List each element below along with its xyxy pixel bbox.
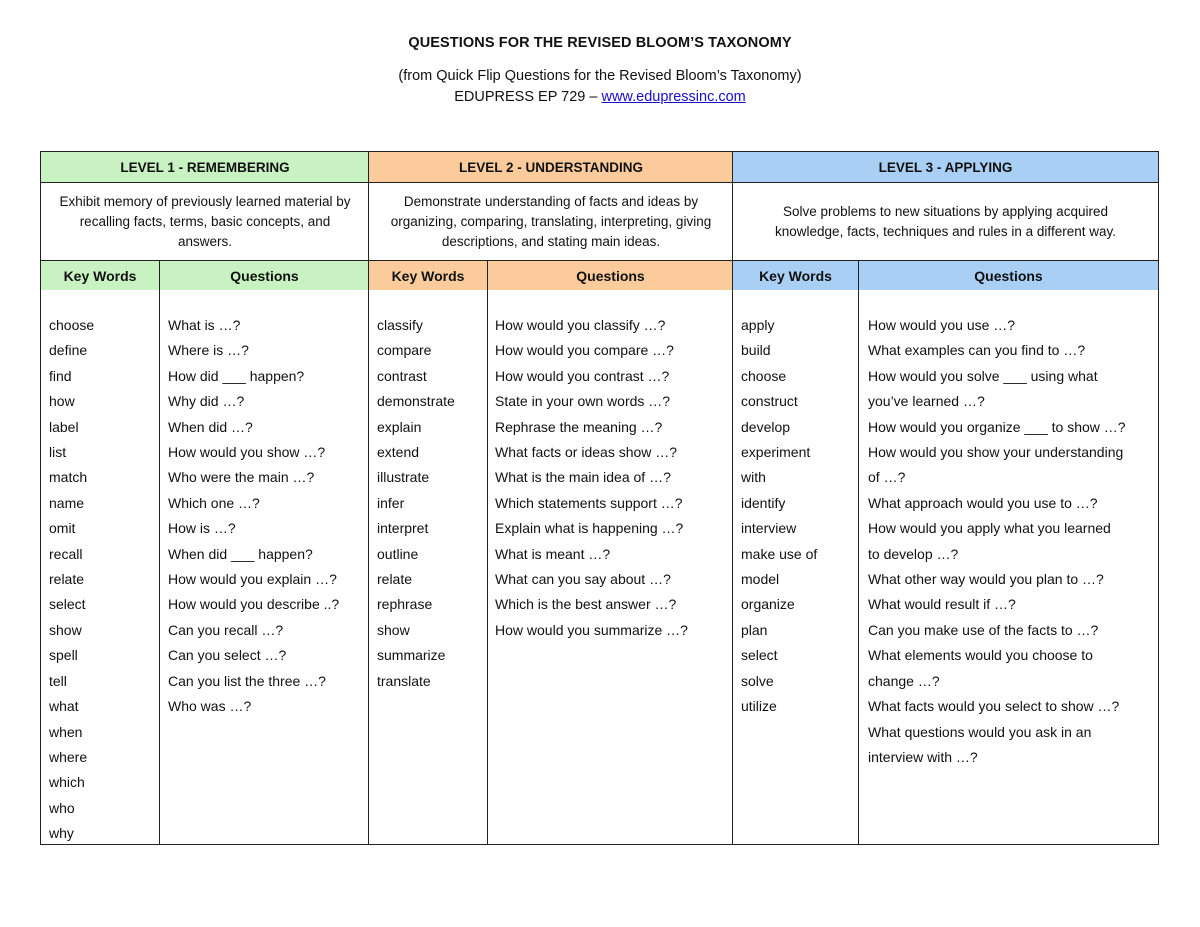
list-item: select <box>49 596 86 613</box>
list-item: apply <box>741 317 775 333</box>
publisher-link[interactable]: www.edupressinc.com <box>601 89 746 105</box>
list-item: identify <box>741 494 786 511</box>
level-3-title: LEVEL 3 - APPLYING <box>733 152 1158 183</box>
list-item: relate <box>377 571 413 588</box>
list-item: What facts or ideas show …? <box>495 444 678 461</box>
list-item: How would you use …? <box>868 317 1016 333</box>
taxonomy-table <box>40 151 1159 845</box>
list-item: make use of <box>741 545 818 562</box>
publisher-text: EDUPRESS EP 729 – <box>454 89 602 105</box>
page-subtitle <box>0 66 1200 108</box>
list-item: you’ve learned …? <box>868 393 985 410</box>
list-item: Who was …? <box>168 698 252 715</box>
list-item: organize <box>741 596 795 613</box>
list-item: Can you make use of the facts to …? <box>868 621 1099 638</box>
list-item: of …? <box>868 469 906 486</box>
list-item: spell <box>49 647 78 664</box>
list-item: Which one …? <box>168 494 260 511</box>
list-item: How would you explain …? <box>168 571 337 588</box>
list-item: experiment <box>741 444 811 461</box>
list-item: interview with …? <box>868 748 978 765</box>
level-2-questions-header: Questions <box>488 261 733 290</box>
level-1-keywords-list <box>49 313 94 847</box>
level-2-questions-list <box>495 313 688 643</box>
level-3-description: Solve problems to new situations by applying acquired knowledge, facts, techniques and rules in a different way. <box>733 183 1158 261</box>
list-item: When did …? <box>168 418 253 435</box>
list-item: What can you say about …? <box>495 571 671 588</box>
list-item: rephrase <box>377 596 433 613</box>
list-item: compare <box>377 342 432 359</box>
level-1-questions-list <box>168 313 339 720</box>
list-item: How would you summarize …? <box>495 621 688 638</box>
list-item: Can you select …? <box>168 647 287 664</box>
source-line: (from Quick Flip Questions for the Revised Bloom’s Taxonomy) <box>398 68 802 84</box>
list-item: Explain what is happening …? <box>495 520 684 537</box>
list-item: How is …? <box>168 520 236 537</box>
divider-level-1-2 <box>368 152 369 844</box>
list-item: What is the main idea of …? <box>495 469 671 486</box>
list-item: find <box>49 367 72 384</box>
level-3-keywords-list <box>741 313 817 720</box>
list-item: How would you contrast …? <box>495 367 670 384</box>
list-item: label <box>49 418 79 435</box>
list-item: How would you compare …? <box>495 342 674 359</box>
list-item: How would you show …? <box>168 444 326 461</box>
list-item: relate <box>49 571 85 588</box>
divider-level-2-3 <box>732 152 733 844</box>
list-item: show <box>377 621 410 638</box>
page-title: QUESTIONS FOR THE REVISED BLOOM’S TAXONOMY <box>408 35 792 51</box>
list-item: What examples can you find to …? <box>868 342 1086 359</box>
list-item: utilize <box>741 698 777 715</box>
list-item: solve <box>741 672 774 689</box>
list-item: where <box>49 748 88 765</box>
list-item: tell <box>49 672 67 689</box>
list-item: develop <box>741 418 791 435</box>
list-item: outline <box>377 545 419 562</box>
list-item: demonstrate <box>377 393 455 410</box>
list-item: classify <box>377 317 423 333</box>
list-item: Who were the main …? <box>168 469 315 486</box>
list-item: change …? <box>868 672 940 689</box>
list-item: when <box>49 723 83 740</box>
list-item: translate <box>377 672 431 689</box>
list-item: explain <box>377 418 422 435</box>
list-item: Rephrase the meaning …? <box>495 418 663 435</box>
list-item: extend <box>377 444 420 461</box>
level-1-keywords-header: Key Words <box>41 261 159 290</box>
list-item: How would you organize ___ to show …? <box>868 418 1126 435</box>
list-item: summarize <box>377 647 446 664</box>
list-item: show <box>49 621 82 638</box>
list-item: What questions would you ask in an <box>868 723 1092 740</box>
list-item: which <box>49 774 85 791</box>
list-item: Where is …? <box>168 342 249 359</box>
list-item: How would you describe ..? <box>168 596 340 613</box>
list-item: list <box>49 444 67 461</box>
list-item: How did ___ happen? <box>168 367 305 384</box>
level-3-questions-header: Questions <box>859 261 1158 290</box>
list-item: how <box>49 393 75 410</box>
list-item: What facts would you select to show …? <box>868 698 1120 715</box>
list-item: define <box>49 342 88 359</box>
list-item: what <box>49 698 79 715</box>
list-item: What is meant …? <box>495 545 611 562</box>
level-2-keywords-list <box>377 313 455 694</box>
list-item: When did ___ happen? <box>168 545 313 562</box>
list-item: interpret <box>377 520 429 537</box>
list-item: What elements would you choose to <box>868 647 1093 664</box>
level-1-questions-header: Questions <box>160 261 369 290</box>
level-1-description: Exhibit memory of previously learned material by recalling facts, terms, basic concepts, and answers. <box>41 183 369 261</box>
list-item: who <box>49 799 75 816</box>
list-item: Which statements support …? <box>495 494 683 511</box>
list-item: What would result if …? <box>868 596 1016 613</box>
list-item: to develop …? <box>868 545 959 562</box>
list-item: Why did …? <box>168 393 245 410</box>
divider-l2-columns <box>487 261 488 844</box>
divider-l1-columns <box>159 261 160 844</box>
list-item: match <box>49 469 88 486</box>
list-item: plan <box>741 621 768 638</box>
list-item: construct <box>741 393 798 410</box>
list-item: What is …? <box>168 317 241 333</box>
list-item: illustrate <box>377 469 430 486</box>
level-3-questions-list <box>868 313 1126 770</box>
list-item: Can you recall …? <box>168 621 284 638</box>
list-item: Which is the best answer …? <box>495 596 677 613</box>
list-item: What other way would you plan to …? <box>868 571 1104 588</box>
list-item: choose <box>49 317 95 333</box>
list-item: How would you solve ___ using what <box>868 367 1098 384</box>
list-item: select <box>741 647 778 664</box>
list-item: why <box>49 825 74 842</box>
list-item: What approach would you use to …? <box>868 494 1098 511</box>
level-2-keywords-header: Key Words <box>369 261 487 290</box>
divider-l3-columns <box>858 261 859 844</box>
list-item: recall <box>49 545 83 562</box>
list-item: How would you classify …? <box>495 317 666 333</box>
list-item: interview <box>741 520 797 537</box>
list-item: build <box>741 342 771 359</box>
level-3-keywords-header: Key Words <box>733 261 858 290</box>
publisher-line <box>0 87 1200 108</box>
list-item: infer <box>377 494 405 511</box>
list-item: with <box>741 469 766 486</box>
level-2-description: Demonstrate understanding of facts and ideas by organizing, comparing, translating, interpreting, giving descriptions, and stating main ideas. <box>369 183 733 261</box>
list-item: name <box>49 494 85 511</box>
list-item: model <box>741 571 780 588</box>
list-item: State in your own words …? <box>495 393 671 410</box>
list-item: How would you show your understanding <box>868 444 1124 461</box>
list-item: Can you list the three …? <box>168 672 326 689</box>
level-1-title: LEVEL 1 - REMEMBERING <box>41 152 369 183</box>
level-2-title: LEVEL 2 - UNDERSTANDING <box>369 152 733 183</box>
list-item: choose <box>741 367 787 384</box>
list-item: contrast <box>377 367 427 384</box>
list-item: omit <box>49 520 76 537</box>
list-item: How would you apply what you learned <box>868 520 1111 537</box>
